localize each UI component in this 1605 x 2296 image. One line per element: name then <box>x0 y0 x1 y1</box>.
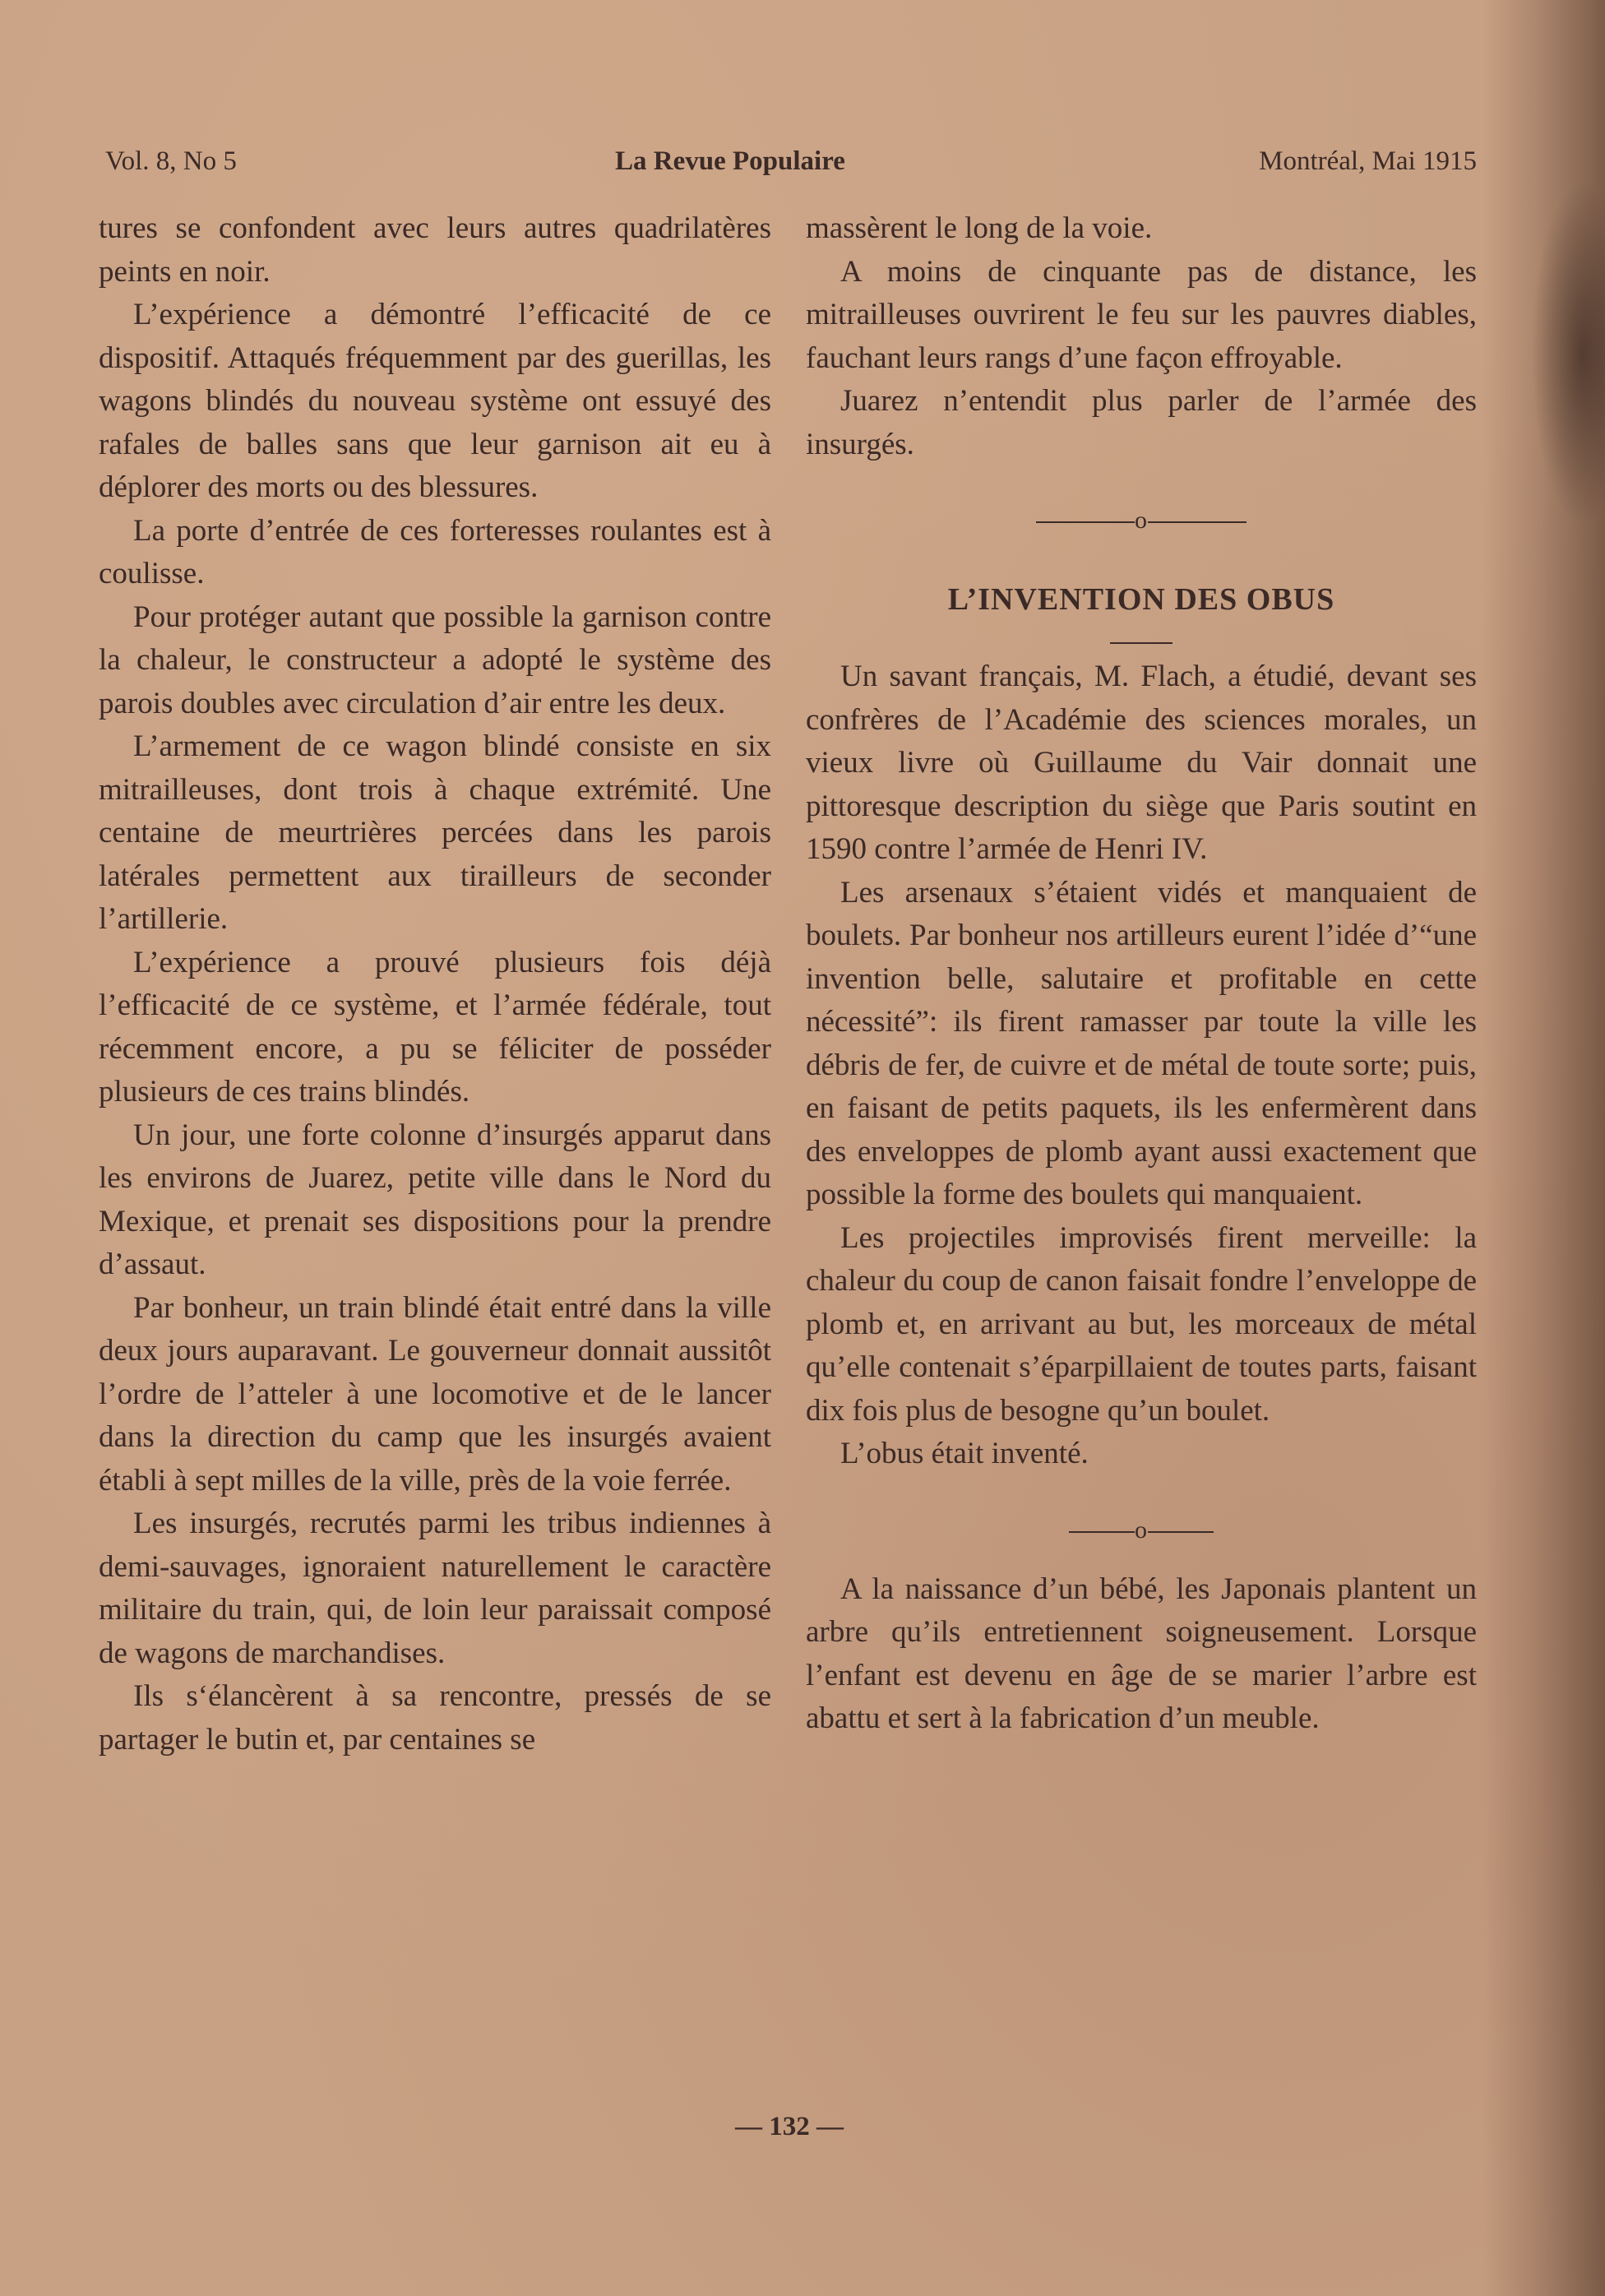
page-stain <box>1531 181 1605 526</box>
paragraph: tures se confondent avec leurs autres quadrilatères peints en noir. <box>99 211 771 289</box>
separator-rule <box>1069 1531 1135 1533</box>
paragraph: Un savant français, M. Flach, a étudié, devant ses confrères de l’Académie des sciences morales, un vieux livre où Guillaume du Vair donnait une pittoresque description du siège que Paris soutint en 1590 contre l’armée de Henri IV. <box>806 660 1477 866</box>
paragraph: Les projectiles improvisés firent merveille: la chaleur du coup de canon faisait fondre l’enveloppe de plomb et, en arrivant au but, les morceaux de métal qu’elle contenait s’éparpillaient de toutes parts, faisant dix fois plus de besogne qu’un boulet. <box>806 1220 1477 1428</box>
paragraph: L’expérience a démontré l’efficacité de ce dispositif. Attaqués fréquemment par des guerillas, les wagons blindés du nouveau système ont essuyé des rafales de balles sans que leur garnison ait eu à déplorer des morts ou des blessures. <box>99 298 771 504</box>
paragraph: L’expérience a prouvé plusieurs fois déjà l’efficacité de ce système, et l’armée fédérale, tout récemment encore, a pu se féliciter de posséder plusieurs de ces trains blindés. <box>99 945 771 1109</box>
paragraph: L’obus était inventé. <box>840 1437 1089 1470</box>
paragraph: Par bonheur, un train blindé était entré dans la ville deux jours auparavant. Le gouverneur donnait aussitôt l’ordre de l’atteler à une locomotive et de le lancer dans la direction du camp que les insurgés avaient établi à sept milles de la ville, près de la voie ferrée. <box>99 1290 771 1497</box>
paragraph: Juarez n’entendit plus parler de l’armée des insurgés. <box>806 384 1477 461</box>
separator-rule <box>1148 521 1247 523</box>
separator-mark: o <box>1135 507 1148 534</box>
paragraph: Un jour, une forte colonne d’insurgés apparut dans les environs de Juarez, petite ville dans le Nord du Mexique, et prenait ses dispositions pour la prendre d’assaut. <box>99 1118 771 1281</box>
right-column <box>806 207 1477 1741</box>
separator-rule <box>1036 521 1135 523</box>
section-separator <box>806 499 1477 542</box>
paragraph: Les insurgés, recrutés parmi les tribus indiennes à demi-sauvages, ignoraient naturellement le caractère militaire du train, qui, de loin leur paraissait composé de wagons de marchandises. <box>99 1507 771 1670</box>
place-date: Montréal, Mai 1915 <box>1259 146 1477 176</box>
article-title: L’INVENTION DES OBUS <box>947 582 1335 617</box>
page-number: — 132 — <box>735 2112 844 2141</box>
paragraph: massèrent le long de la voie. <box>806 211 1153 245</box>
paragraph: Les arsenaux s’étaient vidés et manquaient de boulets. Par bonheur nos artilleurs eurent l’idée d’“une invention belle, salutaire et profitable en cette nécessité”: ils firent ramasser par toute la ville les débris de fer, de cuivre et de métal de toute sorte; puis, en faisant de petits paquets, ils les enfermèrent dans des enveloppes de plomb ayant aussi exactement que possible la forme des boulets qui manquaient. <box>806 875 1477 1211</box>
paragraph: L’armement de ce wagon blindé consiste en six mitrailleuses, dont trois à chaque extrémité. Une centaine de meurtrières percées dans les parois latérales permettent aux tirailleurs de seconder l’artillerie. <box>99 729 771 936</box>
running-header <box>105 146 1477 187</box>
paragraph: Pour protéger autant que possible la garnison contre la chaleur, le constructeur a adopté le système des parois doubles avec circulation d’air entre les deux. <box>99 599 771 720</box>
section-separator <box>806 1509 1477 1552</box>
paragraph: A la naissance d’un bébé, les Japonais plantent un arbre qu’ils entretiennent soigneusement. Lorsque l’enfant est devenu en âge de se marier l’arbre est abattu et sert à la fabrication d’un meuble. <box>806 1572 1477 1735</box>
paragraph: Ils s‘élancèrent à sa rencontre, pressés de se partager le butin et, par centaines se <box>99 1679 771 1757</box>
separator-rule <box>1148 1531 1214 1533</box>
title-rule <box>1110 642 1173 644</box>
paragraph: La porte d’entrée de ces forteresses roulantes est à coulisse. <box>99 513 771 590</box>
left-column <box>99 207 771 1761</box>
paragraph: A moins de cinquante pas de distance, les mitrailleuses ouvrirent le feu sur les pauvres diables, fauchant leurs rangs d’une façon effroyable. <box>806 254 1477 375</box>
publication-title: La Revue Populaire <box>615 146 845 176</box>
volume-number: Vol. 8, No 5 <box>105 146 237 176</box>
separator-mark: o <box>1135 1516 1148 1544</box>
